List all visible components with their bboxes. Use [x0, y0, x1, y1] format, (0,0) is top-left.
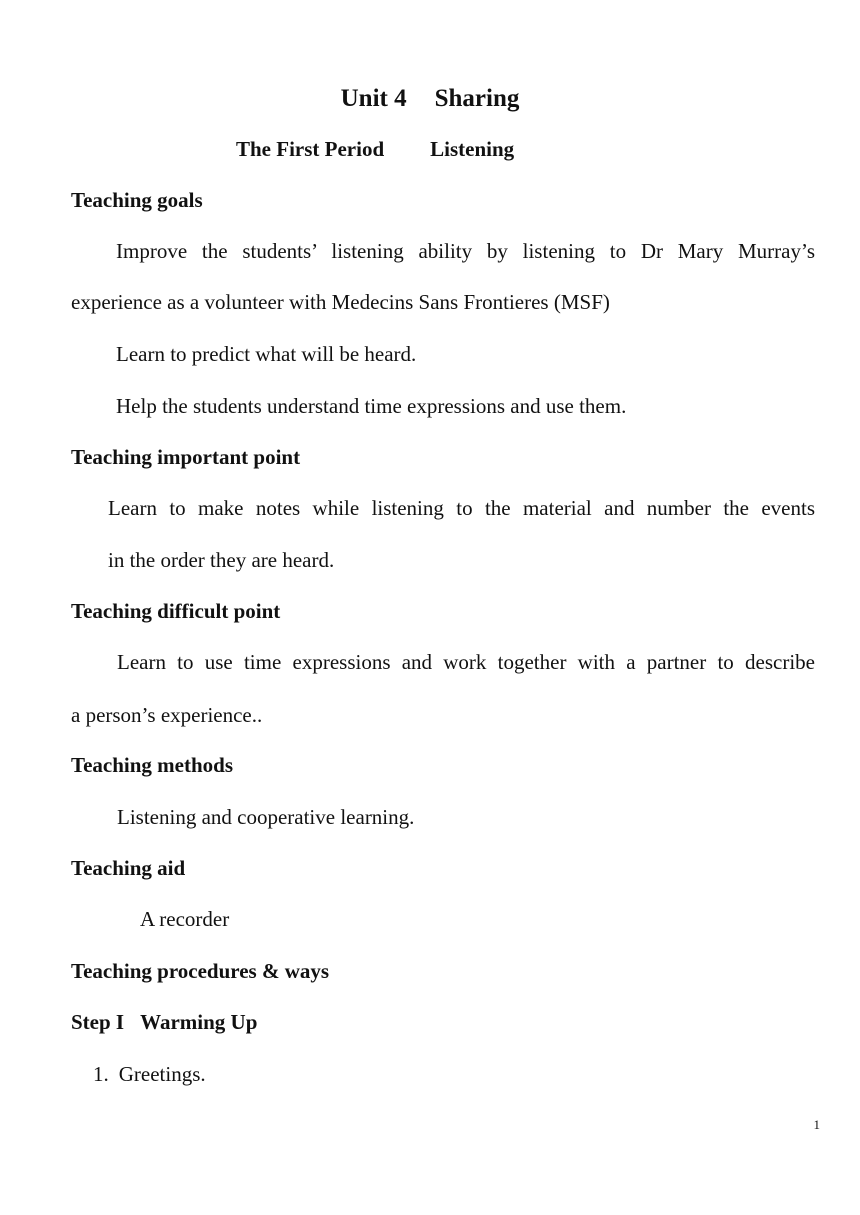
step1-item-number: 1.: [93, 1062, 109, 1086]
step1-item-text: Greetings.: [118, 1062, 206, 1086]
title-unit: Unit 4: [340, 85, 407, 112]
page-number: 1: [813, 1117, 820, 1132]
difficult-point-line1: Learn to use time expressions and work together with a partner to describe: [117, 650, 815, 674]
heading-teaching-methods: Teaching methods: [71, 753, 234, 777]
goals-item1-line2: experience as a volunteer with Medecins Sans Frontieres (MSF): [71, 290, 610, 314]
goals-item3: Help the students understand time expressions and use them.: [116, 394, 627, 418]
heading-teaching-procedures: Teaching procedures & ways: [71, 959, 330, 983]
teaching-methods-text: Listening and cooperative learning.: [117, 805, 415, 829]
heading-difficult-point: Teaching difficult point: [71, 599, 281, 623]
teaching-aid-text: A recorder: [140, 907, 230, 931]
goals-item1-line1: Improve the students’ listening ability by listening to Dr Mary Murray’s: [116, 239, 815, 263]
step1-label: Step I: [71, 1010, 125, 1034]
heading-important-point: Teaching important point: [71, 445, 301, 469]
title-topic: Sharing: [434, 85, 520, 112]
page-subtitle: [236, 136, 514, 162]
heading-teaching-goals: Teaching goals: [71, 188, 203, 212]
step1-heading: [71, 1009, 257, 1035]
subtitle-skill: Listening: [430, 137, 515, 161]
page-title: [0, 84, 860, 114]
difficult-point-line2: a person’s experience..: [71, 703, 263, 727]
step1-list-item: [93, 1061, 206, 1087]
subtitle-period: The First Period: [236, 137, 385, 161]
important-point-line1: Learn to make notes while listening to the material and number the events: [108, 496, 815, 520]
step1-title: Warming Up: [140, 1010, 258, 1034]
goals-item2: Learn to predict what will be heard.: [116, 342, 417, 366]
heading-teaching-aid: Teaching aid: [71, 856, 186, 880]
important-point-line2: in the order they are heard.: [108, 548, 335, 572]
